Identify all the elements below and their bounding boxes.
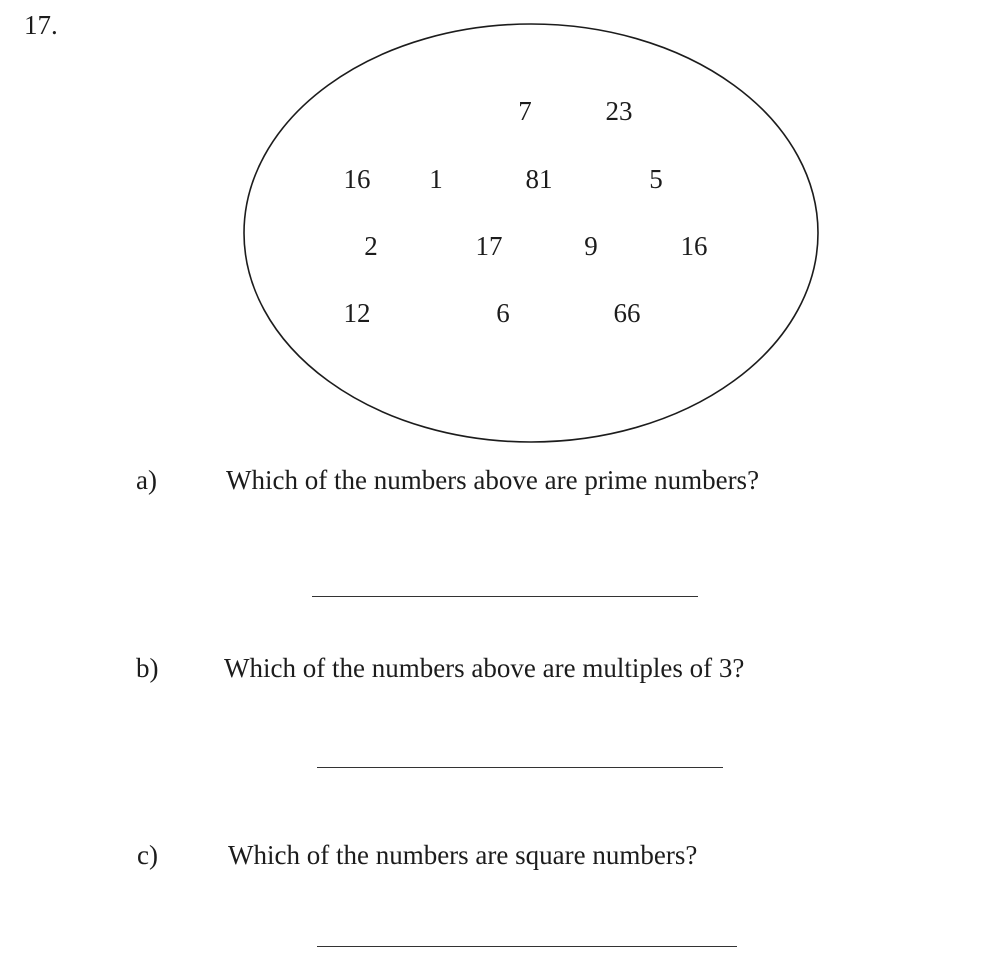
part-b-question: Which of the numbers above are multiples of 3? xyxy=(224,653,745,683)
part-a-label: a) xyxy=(136,465,157,495)
part-a-question: Which of the numbers above are prime numbers? xyxy=(226,465,760,495)
set-number: 9 xyxy=(584,231,598,261)
set-number: 5 xyxy=(649,164,663,194)
part-b-label: b) xyxy=(136,653,159,683)
set-number: 66 xyxy=(613,298,641,328)
set-number: 16 xyxy=(680,231,708,261)
set-number: 2 xyxy=(364,231,378,261)
part-c-label: c) xyxy=(137,840,158,870)
question-number: 17. xyxy=(24,10,58,40)
set-number: 81 xyxy=(525,164,553,194)
set-number: 23 xyxy=(605,96,633,126)
set-number: 16 xyxy=(343,164,371,194)
set-number: 6 xyxy=(496,298,510,328)
set-number: 1 xyxy=(429,164,443,194)
set-number: 12 xyxy=(343,298,371,328)
part-c-answer-line[interactable] xyxy=(317,946,737,947)
set-number: 17 xyxy=(475,231,503,261)
set-number: 7 xyxy=(518,96,532,126)
part-a-answer-line[interactable] xyxy=(312,596,698,597)
part-c-question: Which of the numbers are square numbers? xyxy=(228,840,698,870)
part-b-answer-line[interactable] xyxy=(317,767,723,768)
